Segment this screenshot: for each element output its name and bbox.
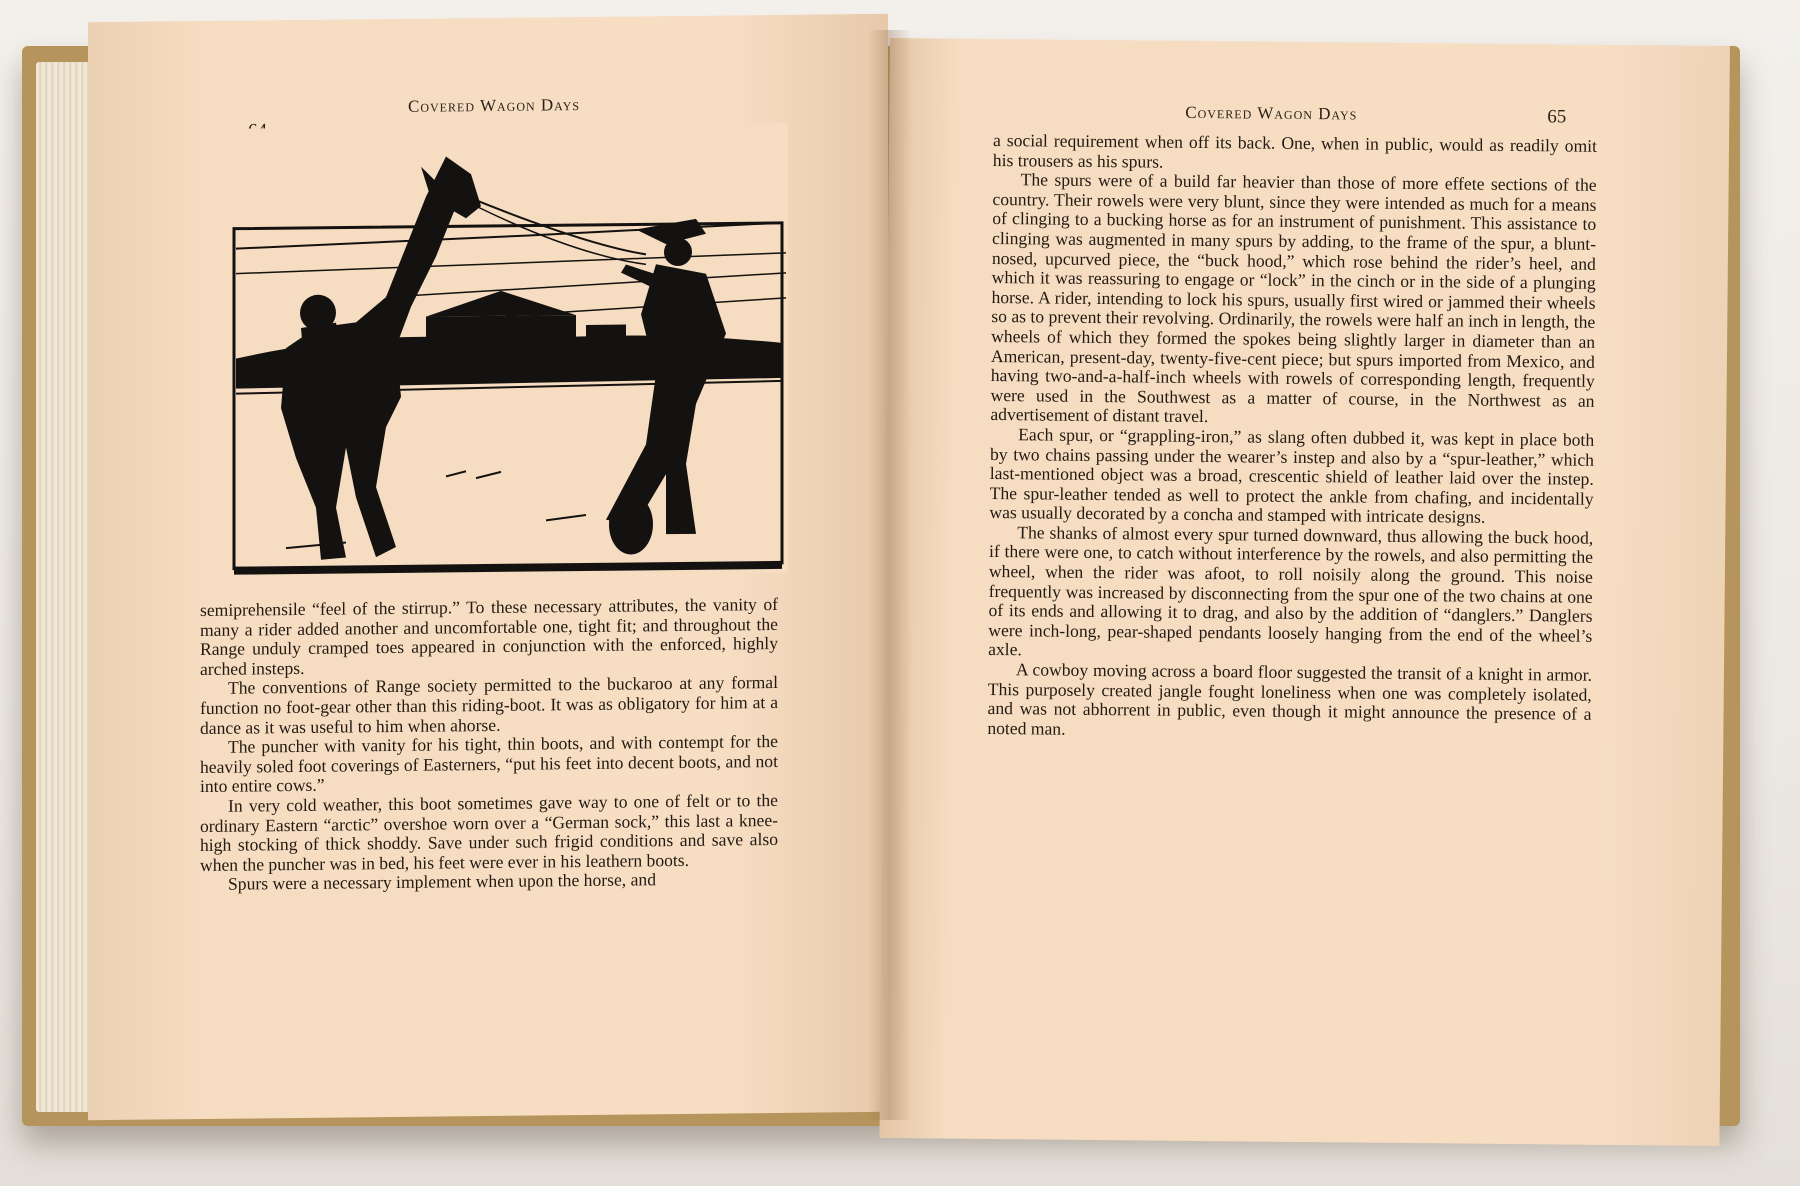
left-page — [88, 14, 888, 1120]
paragraph: In very cold weather, this boot sometimes gave way to one of felt or to the ordinary Eastern “arctic” overshoe worn over a “German sock,” this last a knee-high stocking of thick shoddy. Save under such frigid conditions and save also when the puncher was in bed, his feet were ever in his leathern boots. — [200, 789, 778, 875]
paragraph: A cowboy moving across a board floor suggested the transit of a knight in armor. This purposely created jangle fought loneliness when one was completely isolated, and was not abhorrent in public, even though it might announce the presence of a noted man. — [987, 659, 1593, 739]
left-body-text — [200, 595, 778, 895]
paragraph: The puncher with vanity for his tight, thin boots, and with contempt for the heavily soled foot coverings of Easterners, “put his feet into decent boots, and not into entire cows.” — [200, 731, 778, 797]
illustration-signature: AR — [248, 549, 265, 564]
paragraph: The conventions of Range society permitted to the buckaroo at any formal function no foot-gear other than this riding-boot. It was as obligatory for him at a dance as it was useful to him when ahorse. — [200, 672, 778, 738]
paragraph: Each spur, or “grappling-iron,” as slang often dubbed it, was kept in place both by two chains passing under the wearer’s instep and also by a “spur-leather,” which last-mentioned object was a broad, crescentic shield of leather laid over the instep. The spur-leather tended as well to protect the ankle from chafing, and incidentally was usually decorated by a concha and stamped with intricate designs. — [989, 424, 1595, 528]
paragraph: a social requirement when off its back. One, when in public, would as readily omit his trousers as his spurs. — [992, 129, 1598, 172]
paragraph: The spurs were of a build far heavier than those of more effete sections of the country. Their rowels were very blunt, since they were intended as much for a means of clinging to a bucking horse as for an instrument of punishment. This assistance to clinging was augmented in many spurs by adding, to the frame of the spur, a blunt-nosed, upcurved piece, the “buck hood,” which rose behind the rider’s heel, and which it was reassuring to engage or “lock” in the cinch or in the side of a plunging horse. A rider, intending to lock his spurs, usually first wired or jammed their wheels so as to prevent their revolving. Ordinarily, the rowels were half an inch in length, the wheels of which they formed the spokes being slightly larger in diameter than an American, present-day, twenty-five-cent piece; but spurs imported from Mexico, and having two-and-a-half-inch wheels with rowels of corresponding length, frequently were used in the Southwest as a matter of course, in the Northwest as an advertisement of distant travel. — [990, 169, 1597, 427]
horse-and-rider-illustration — [226, 123, 788, 579]
right-body-text — [987, 131, 1597, 744]
right-page — [879, 38, 1730, 1146]
paragraph: The shanks of almost every spur turned downward, thus allowing the buck hood, if there were one, to catch without interference by the rowels, and also permitting the wheel, when the rider was afoot, to roll noisily along the ground. This noise frequently was increased by disconnecting from the spur one of the two chains at one of its ends and allowing it to drag, and also by the addition of “danglers.” Danglers were inch-long, pear-shaped pendants loosely hanging from the end of the wheel’s axle. — [988, 522, 1594, 660]
running-head: Covered Wagon Days — [1185, 102, 1358, 124]
page-number: 65 — [1547, 106, 1567, 128]
paragraph: semiprehensile “feel of the stirrup.” To these necessary attributes, the vanity of many a rider added another and uncomfortable one, tight fit; and throughout the Range unduly cramped toes appeared in conjunction with the enforced, highly arched insteps. — [200, 593, 778, 679]
paragraph: Spurs were a necessary implement when upon the horse, and — [228, 869, 656, 895]
running-head: Covered Wagon Days — [408, 95, 581, 116]
